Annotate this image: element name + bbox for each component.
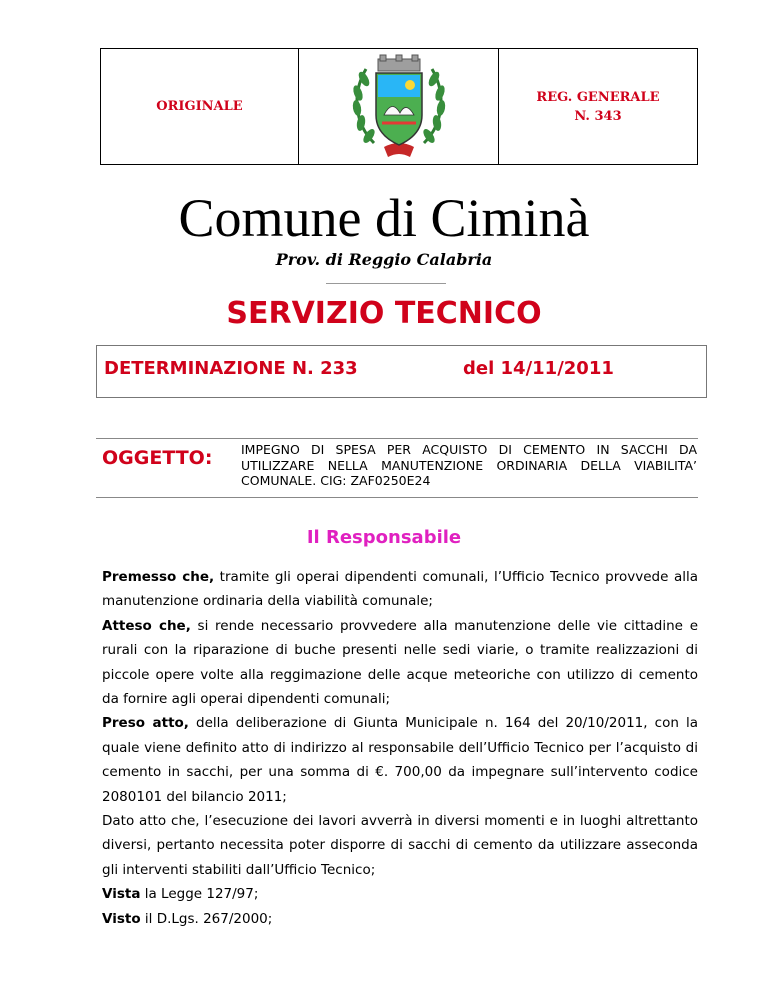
municipality-title: Comune di Ciminà — [178, 188, 590, 248]
subtitle-divider — [326, 283, 446, 284]
paragraph-text: tramite gli operai dipendenti comunali, l’Ufficio Tecnico provvede alla manutenzione ordinaria della viabilità comunale; — [102, 569, 698, 610]
service-heading: SERVIZIO TECNICO — [226, 296, 542, 331]
object-top-divider — [96, 438, 698, 439]
registry-number: N. 343 — [574, 108, 622, 124]
paragraph-lead: Atteso che, — [102, 617, 191, 634]
determination-box — [96, 345, 707, 398]
object-text: IMPEGNO DI SPESA PER ACQUISTO DI CEMENTO IN SACCHI DA UTILIZZARE NELLA MANUTENZIONE ORDINARIA DELLA VIABILITA’ COMUNALE. CIG: ZAF0250E24 — [241, 442, 697, 488]
header-box — [100, 48, 698, 165]
paragraph-text: la Legge 127/97; — [140, 886, 259, 903]
original-label: ORIGINALE — [156, 99, 243, 114]
body-text — [102, 565, 698, 931]
paragraph-dato-atto — [102, 809, 698, 882]
determination-date: del 14/11/2011 — [463, 358, 614, 379]
paragraph-atteso — [102, 614, 698, 712]
paragraph-lead: Visto — [102, 910, 141, 927]
object-label: OGGETTO: — [102, 447, 213, 469]
paragraph-text: si rende necessario provvedere alla manutenzione delle vie cittadine e rurali con la riparazione di buche presenti nelle sedi viarie, o tramite realizzazioni di piccole opere volte alla reggimazione delle acque meteoriche con utilizzo di cemento da fornire agli operai dipendenti comunali; — [102, 617, 698, 708]
paragraph-lead: Preso atto, — [102, 715, 189, 732]
province-subtitle: Prov. di Reggio Calabria — [275, 250, 493, 269]
paragraph-premesso — [102, 565, 698, 614]
responsible-heading: Il Responsabile — [306, 527, 462, 548]
header-left-cell — [101, 49, 299, 164]
paragraph-lead: Premesso che, — [102, 569, 215, 585]
determination-number: DETERMINAZIONE N. 233 — [104, 358, 358, 379]
paragraph-text: il D.Lgs. 267/2000; — [140, 910, 273, 927]
paragraph-preso-atto — [102, 711, 698, 809]
header-emblem-cell — [299, 49, 499, 164]
paragraph-lead: Vista — [102, 886, 141, 903]
paragraph-text: della deliberazione di Giunta Municipale n. 164 del 20/10/2011, con la quale viene definito atto di indirizzo al responsabile dell’Ufficio Tecnico per l’acquisto di cemento in sacchi, per una somma di €. 700,00 da impegnare sull’intervento codice 2080101 del bilancio 2011; — [102, 715, 698, 805]
paragraph-text: Dato atto che, l’esecuzione dei lavori avverrà in diversi momenti e in luoghi altrettanto diversi, pertanto necessita poter disporre di sacchi di cemento da utilizzare asseconda gli interventi stabiliti dall’Ufficio Tecnico; — [102, 813, 698, 878]
registry-general-label: REG. GENERALE — [536, 89, 660, 105]
coat-of-arms-icon — [344, 53, 454, 161]
paragraph-visto — [102, 907, 698, 931]
registry-label — [536, 88, 659, 126]
header-right-cell — [499, 49, 697, 164]
object-bottom-divider — [96, 497, 698, 498]
paragraph-vista — [102, 882, 698, 906]
